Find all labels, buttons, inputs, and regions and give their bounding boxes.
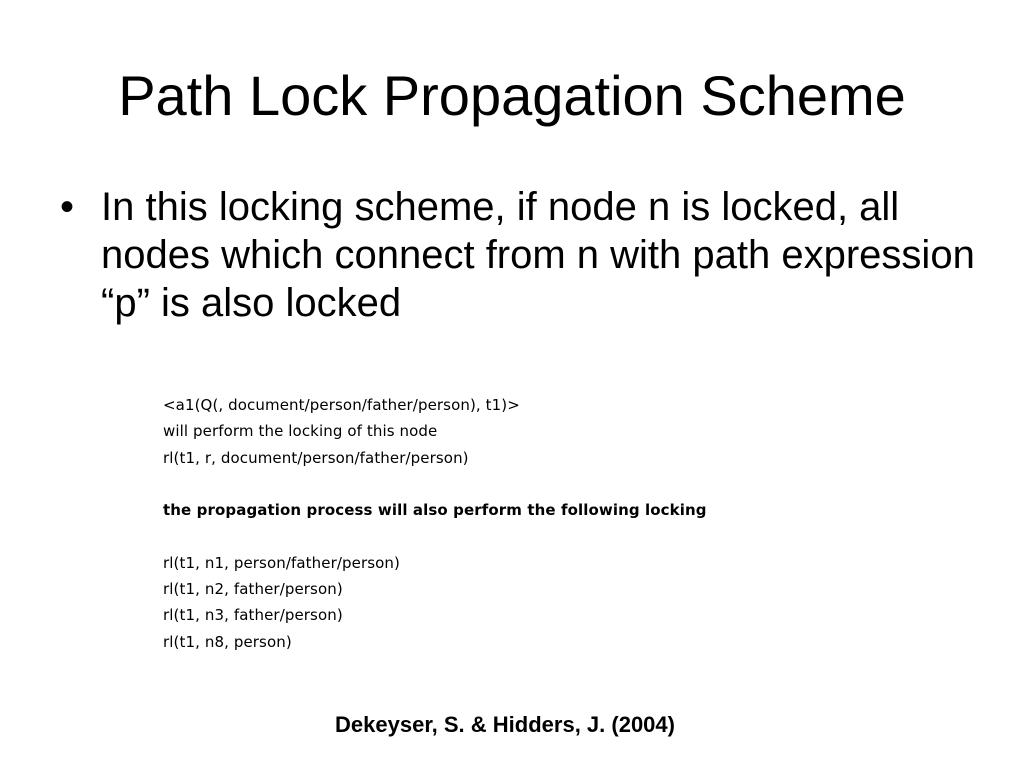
code-line-lock-n8: rl(t1, n8, person) <box>163 632 292 651</box>
code-line-lock-n2: rl(t1, n2, father/person) <box>163 580 343 599</box>
slide-title: Path Lock Propagation Scheme <box>118 64 906 127</box>
code-line-description: will perform the locking of this node <box>163 422 438 441</box>
code-line-spacer <box>163 471 923 497</box>
code-line-query: <a1(Q(, document/person/father/person), t1)> <box>163 396 520 414</box>
bullet-list <box>60 183 980 327</box>
code-line-propagation-note: the propagation process will also perform the following locking <box>163 501 707 520</box>
code-line-lock-n3: rl(t1, n3, father/person) <box>163 606 343 625</box>
code-line-spacer <box>163 523 923 549</box>
bullet-text: In this locking scheme, if node n is locked, all nodes which connect from n with path expression “p” is also locked <box>101 185 975 325</box>
code-line-lock-n1: rl(t1, n1, person/father/person) <box>163 553 400 572</box>
bullet-item <box>60 183 980 327</box>
bullet-marker: • <box>60 185 75 229</box>
code-line-root-lock: rl(t1, r, document/person/father/person) <box>163 448 469 467</box>
lock-example-block <box>163 392 923 655</box>
citation: Dekeyser, S. & Hidders, J. (2004) <box>335 712 675 737</box>
